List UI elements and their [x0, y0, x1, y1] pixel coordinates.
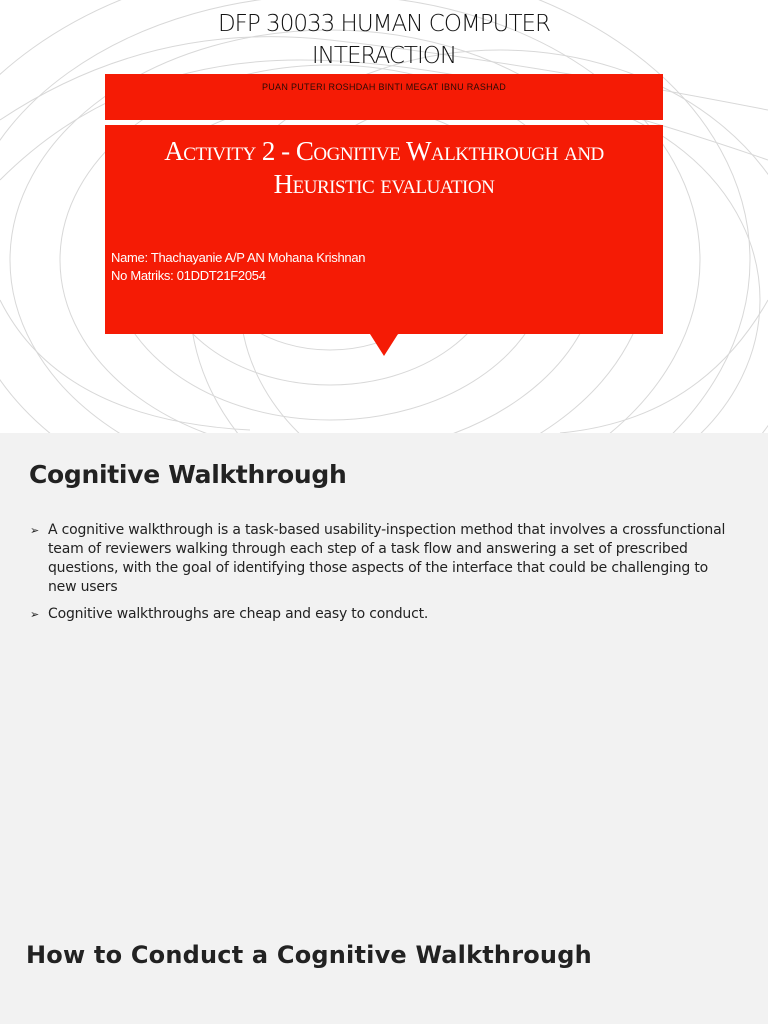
list-item: [30, 605, 730, 624]
bullet-list: [30, 521, 730, 632]
activity-banner: [105, 125, 663, 334]
activity-title: [113, 135, 655, 201]
student-matric: No Matriks: 01DDT21F2054: [111, 268, 266, 283]
section-heading: Cognitive Walkthrough: [29, 460, 347, 489]
title-slide: [0, 0, 768, 433]
list-item: [30, 521, 730, 597]
next-slide-heading: How to Conduct a Cognitive Walkthrough: [26, 941, 592, 969]
arrow-bullet-icon: ➢: [30, 524, 40, 537]
cognitive-walkthrough-slide: [0, 433, 768, 1024]
student-info: [111, 249, 365, 285]
bullet-text: A cognitive walkthrough is a task-based usability-inspection method that involves a crossfunctional team of reviewers walking through each step of a task flow and answering a set of prescribed questions, with the goal of identifying those aspects of the interface that could be challenging to new users: [48, 522, 726, 595]
lecturer-banner: [105, 74, 663, 120]
activity-title-line1: Activity 2 - Cognitive Walkthrough and: [164, 136, 604, 166]
course-title-line2: INTERACTION: [311, 43, 457, 69]
activity-title-line2: Heuristic evaluation: [273, 169, 495, 199]
student-name: Name: Thachayanie A/P AN Mohana Krishnan: [111, 250, 366, 265]
callout-pointer: [370, 334, 398, 356]
bullet-text: Cognitive walkthroughs are cheap and easy to conduct.: [48, 606, 429, 622]
course-title: [0, 8, 768, 72]
lecturer-name: PUAN PUTERI ROSHDAH BINTI MEGAT IBNU RASHAD: [261, 82, 507, 92]
arrow-bullet-icon: ➢: [30, 608, 40, 621]
course-title-line1: DFP 30033 HUMAN COMPUTER: [217, 11, 551, 37]
